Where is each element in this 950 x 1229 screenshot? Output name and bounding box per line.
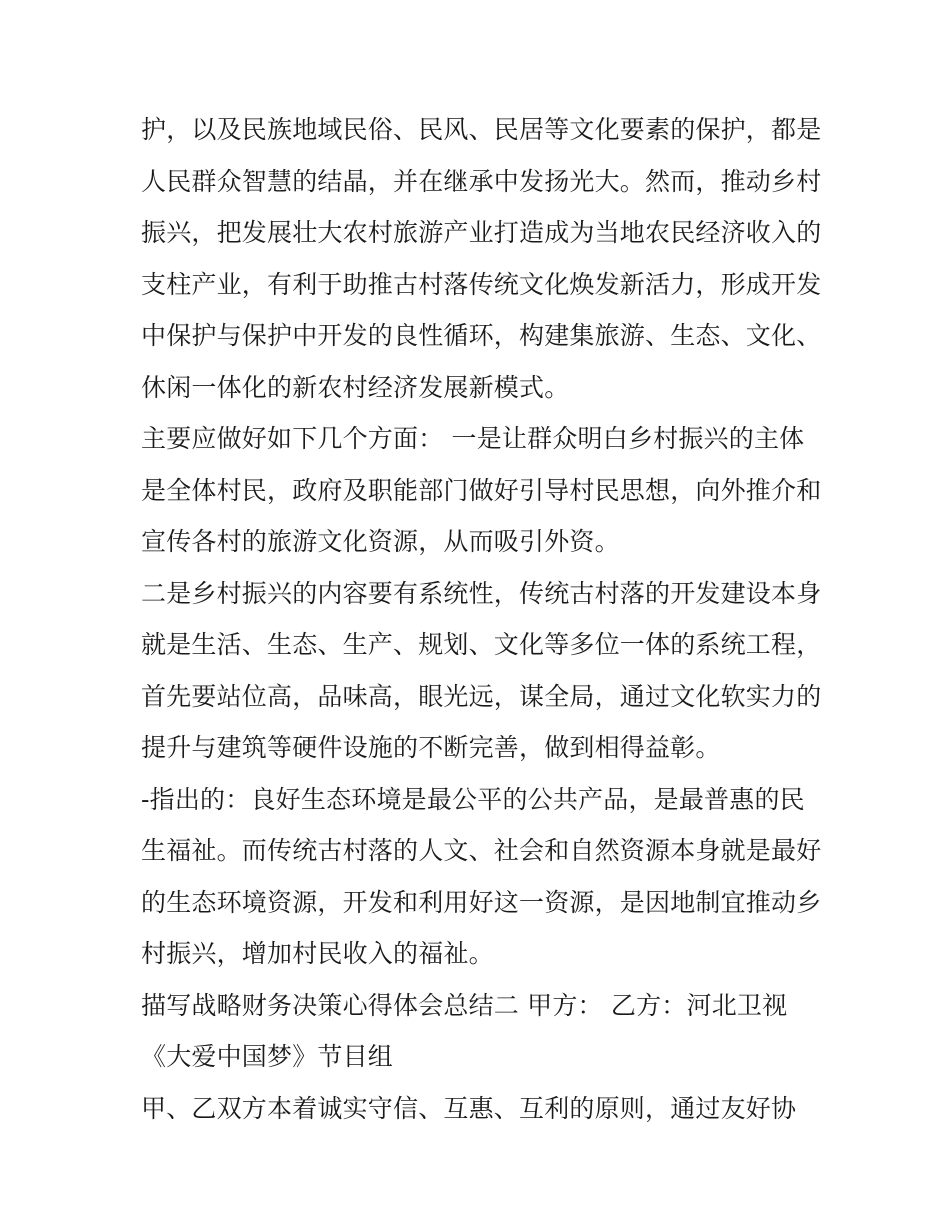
document-body xyxy=(141,104,821,1134)
text-line: 生福祉。而传统古村落的人文、社会和自然资源本身就是最好 xyxy=(141,836,822,865)
text-line: 宣传各村的旅游文化资源，从而吸引外资。 xyxy=(141,527,620,556)
text-line: 主要应做好如下几个方面： 一是让群众明白乡村振兴的主体 xyxy=(141,424,805,453)
text-line: 提升与建筑等硬件设施的不断完善，做到相得益彰。 xyxy=(141,733,721,762)
text-line: 的生态环境资源，开发和利用好这一资源，是因地制宜推动乡 xyxy=(141,887,822,917)
text-line: -指出的：良好生态环境是最公平的公共产品，是最普惠的民 xyxy=(141,784,805,814)
text-line: 支柱产业，有利于助推古村落传统文化焕发新活力，形成开发 xyxy=(141,269,822,299)
text-line: 休闲一体化的新农村经济发展新模式。 xyxy=(141,372,570,402)
text-line: 护，以及民族地域民俗、民风、民居等文化要素的保护，都是 xyxy=(141,115,822,144)
text-line: 振兴，把发展壮大农村旅游产业打造成为当地农民经济收入的 xyxy=(141,218,822,247)
text-line: 就是生活、生态、生产、规划、文化等多位一体的系统工程， xyxy=(141,630,822,659)
text-line: 中保护与保护中开发的良性循环，构建集旅游、生态、文化、 xyxy=(141,321,822,350)
text-line: 人民群众智慧的结晶，并在继承中发扬光大。然而，推动乡村 xyxy=(141,166,822,196)
text-line: 甲、乙双方本着诚实守信、互惠、互利的原则，通过友好协 xyxy=(141,1093,797,1123)
text-line: 二是乡村振兴的内容要有系统性，传统古村落的开发建设本身 xyxy=(141,578,822,608)
text-line: 是全体村民，政府及职能部门做好引导村民思想，向外推介和 xyxy=(141,475,822,505)
text-line: 首先要站位高，品味高，眼光远，谋全局，通过文化软实力的 xyxy=(141,681,822,711)
text-line: 村振兴，增加村民收入的福祉。 xyxy=(141,939,494,968)
text-line: 《大爱中国梦》节目组 xyxy=(141,1042,394,1071)
text-line: 描写战略财务决策心得体会总结二 甲方： 乙方：河北卫视 xyxy=(141,990,788,1020)
